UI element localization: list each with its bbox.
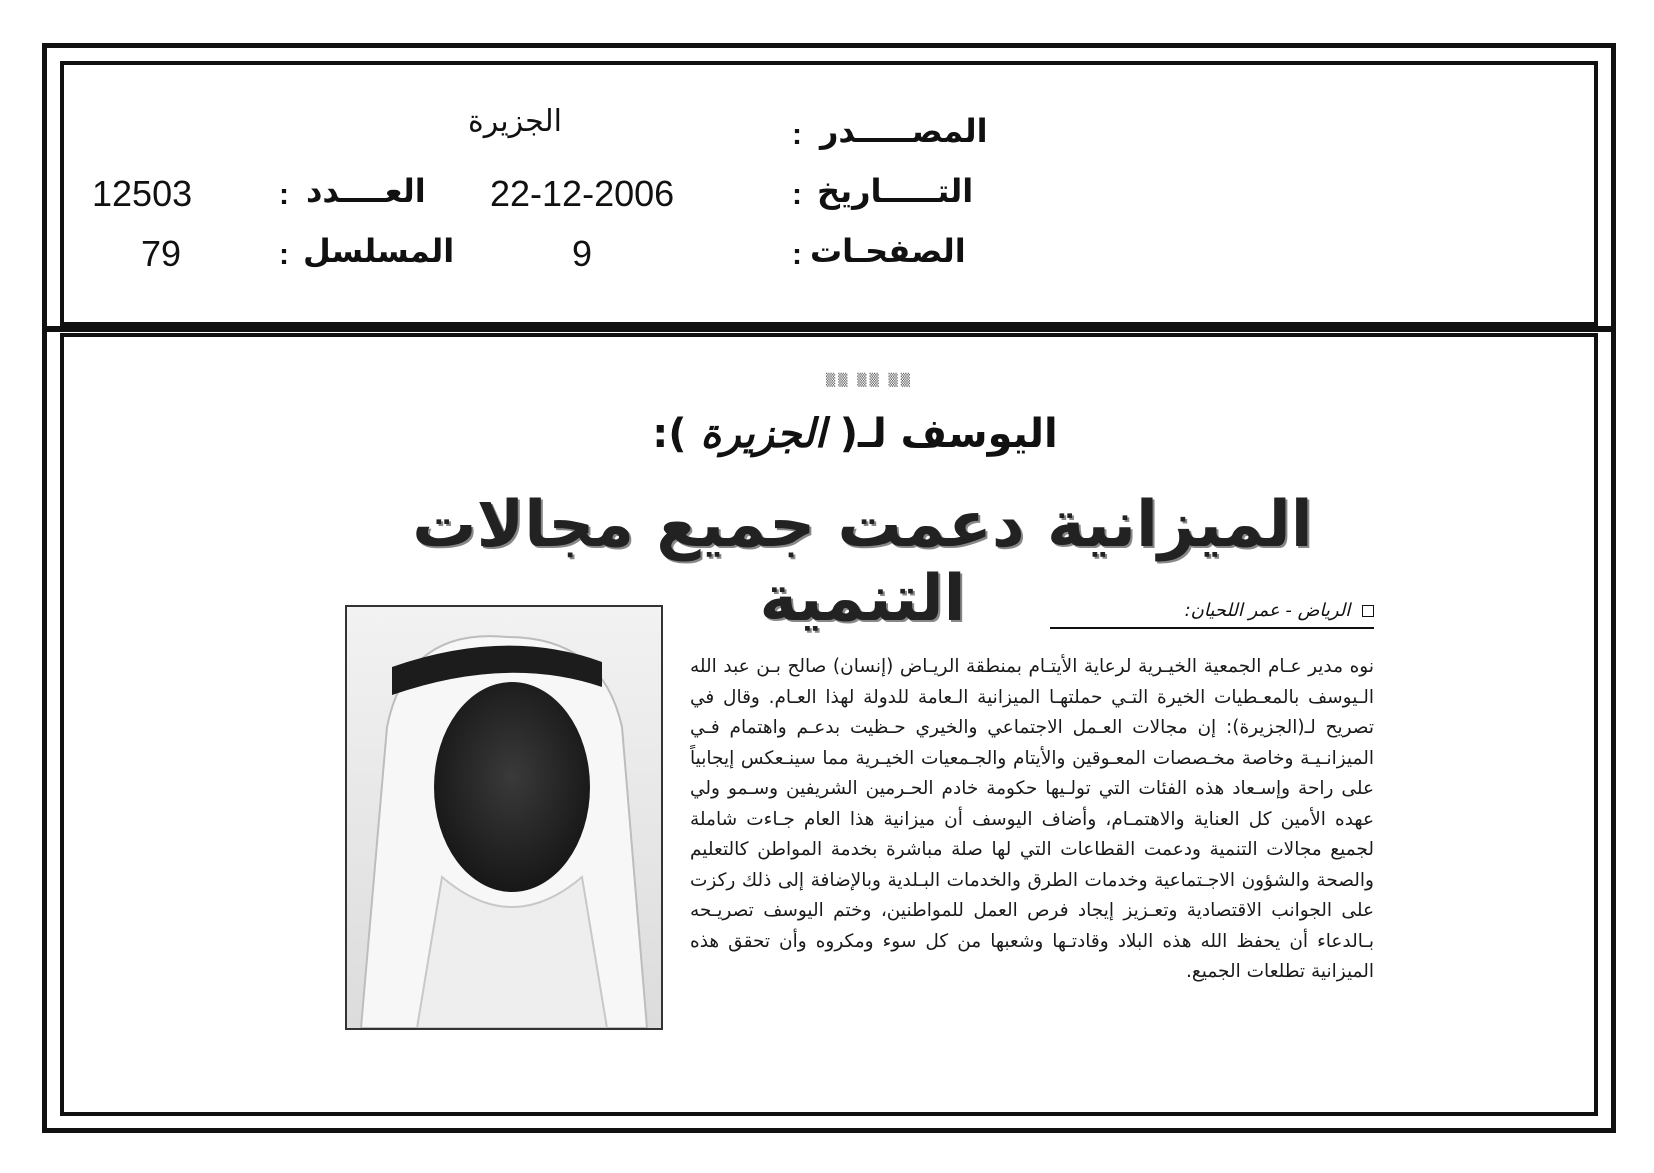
- serial-colon: :: [279, 238, 289, 271]
- serial-label: المسلسل: [303, 232, 455, 270]
- issue-colon: :: [279, 178, 289, 211]
- ornament: ▒▒ ▒▒ ▒▒: [826, 373, 913, 387]
- portrait-photo: [345, 605, 663, 1030]
- square-bullet-icon: [1362, 605, 1374, 617]
- article-body: نوه مدير عـام الجمعية الخيـرية لرعاية الأيتـام بمنطقة الريـاض (إنسان) صالح بـن عبد الله الـيوسف بالمعـطيات الخيرة التـي حملتهـا الميزانية الـعامة للدولة لهذا العـام. وقال في تصريح لـ(الجزيرة): إن مجالات العـمل الاجتماعي والخيري حـظيت بدعـم واهتمام فـي الميزانـيـة وخاصة مخـصصات المعـوقين والأيتام والجـمعيات الخيـرية مما سينـعكس إيجابياً على راحة وإسـعاد هذه الفئات التي تولـيها حكومة خادم الحـرمين الشريفين وسـمو ولي عهده الأمين كل العناية والاهتمـام، وأضاف اليوسف أن ميزانية هذا العام جـاءت شاملة لجميع مجالات التنمية ودعمت القطاعات التي لها صلة مباشرة بخدمة المواطن كالتعليم والصحة والشؤون الاجـتماعية وخدمات الطرق والخدمات البـلدية وبالإضافة إلى ذلك ركزت على الجوانب الاقتصادية وتعـزيز إيجاد فرص العمل للمواطنين، وختم اليوسف تصريـحه بـالدعاء أن يحفظ الله هذه البلاد وقادتـها وشعبها من كل سوء ومكروه وأن تحقق هذه الميزانية تطلعات الجميع.: [690, 656, 1374, 982]
- serial-value: 79: [141, 233, 182, 274]
- pages-colon: :: [792, 238, 802, 271]
- pages-value: 9: [572, 233, 593, 274]
- byline: [1050, 600, 1374, 629]
- kicker-suffix: ):: [652, 411, 687, 457]
- date-colon: :: [792, 178, 802, 211]
- headline: الميزانية دعمت جميع مجالات التنمية: [412, 488, 1313, 636]
- portrait-figure-icon: [347, 607, 661, 1028]
- kicker-prefix: اليوسف لـ(: [839, 411, 1058, 457]
- byline-text: الرياض - عمر اللحيان:: [1184, 600, 1351, 621]
- issue-label: العــــدد: [306, 172, 426, 210]
- source-value: الجزيرة: [468, 104, 563, 139]
- kicker: [640, 410, 1070, 457]
- kicker-paper-name: الجزيرة: [700, 410, 826, 457]
- date-label: التـــــاريخ: [817, 172, 974, 210]
- pages-label: الصفحـات: [810, 232, 966, 270]
- header-divider: [47, 326, 1611, 332]
- source-label: المصـــــدر: [820, 112, 988, 150]
- date-value: 22-12-2006: [490, 173, 675, 214]
- issue-value: 12503: [92, 173, 193, 214]
- source-colon: :: [792, 118, 802, 151]
